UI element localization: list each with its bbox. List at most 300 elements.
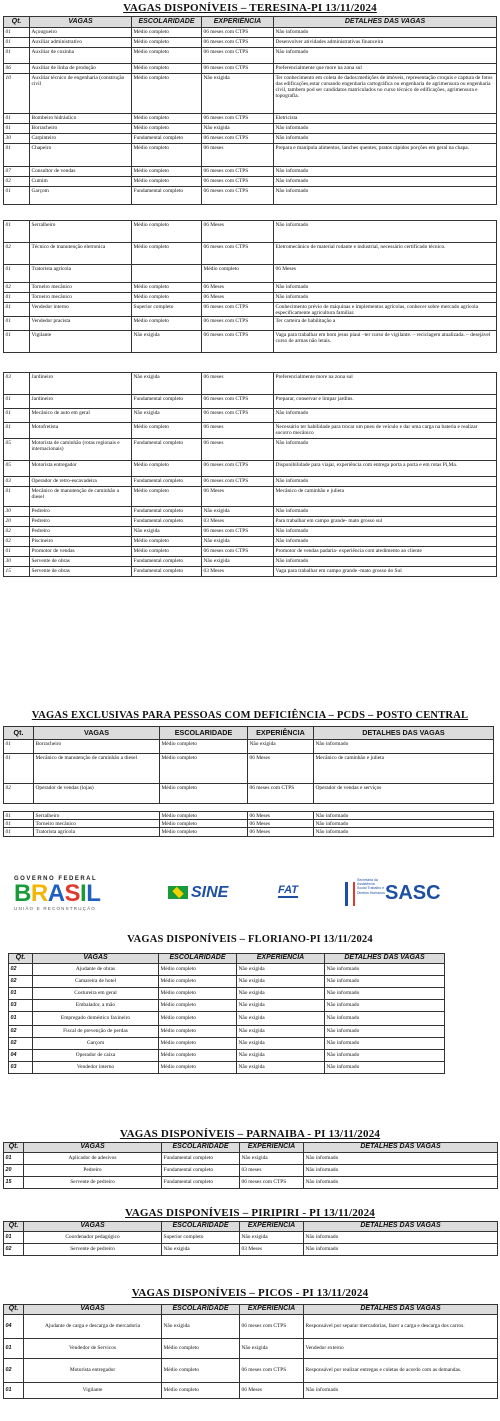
table-header-row — [4, 1143, 498, 1153]
cell-detalhes: Prepara e manipula alimentos, lanches quentes, pratos rápidos porções em geral na chapa. — [274, 144, 497, 167]
cell-qt: 01 — [4, 265, 30, 283]
cell-vaga: Pedreiro — [30, 517, 132, 527]
table-row — [4, 1177, 498, 1189]
cell-vaga: Vendedor de Servicos — [24, 1339, 162, 1359]
cell-vaga: Empregado doméstico faxineiro — [33, 1012, 159, 1026]
cell-qt: 02 — [4, 177, 30, 187]
cell-vaga: Motorista entregador — [24, 1359, 162, 1383]
sasc-subtitle: Secretaria da Assistência Social Trabalho e Direitos Humanos — [357, 878, 385, 895]
table-teresina — [3, 16, 497, 577]
logo-strip — [0, 870, 500, 920]
cell-vaga: Operador de retro-escavadeira — [30, 477, 132, 487]
cell-experiencia: Não exigida — [202, 74, 274, 114]
cell-escolaridade: Fundamental completo — [162, 1153, 240, 1165]
cell-qt: 30 — [4, 557, 30, 567]
table-row — [4, 64, 497, 74]
cell-escolaridade: Médio completo — [159, 1026, 237, 1038]
cell-experiencia: Não exigida — [237, 1038, 325, 1050]
cell-detalhes: Não informado — [304, 1244, 498, 1256]
cell-detalhes: Não informado — [325, 964, 445, 976]
table-row — [4, 187, 497, 205]
table-row — [9, 1050, 445, 1062]
cell-qt: 01 — [4, 114, 30, 124]
table-pcds — [3, 726, 494, 837]
cell-experiencia: 06 Meses — [202, 283, 274, 293]
cell-qt: 03 — [4, 477, 30, 487]
cell-vaga: Vigilante — [30, 331, 132, 353]
table-row — [4, 740, 494, 754]
table-spacer-row — [4, 804, 494, 812]
table-row — [4, 517, 497, 527]
table-parnaiba — [3, 1142, 498, 1189]
table-row — [4, 1315, 498, 1339]
table-header-row — [4, 727, 494, 740]
table-row — [9, 1038, 445, 1050]
cell-qt: 01 — [4, 303, 30, 317]
cell-vaga: Serralheiro — [34, 812, 160, 820]
table-header-row — [4, 17, 497, 28]
column-header-detalhes: DETALHES DAS VAGAS — [304, 1305, 498, 1315]
table-row — [4, 507, 497, 517]
cell-vaga: Vendedor interno — [30, 303, 132, 317]
cell-experiencia: Não exigida — [237, 1062, 325, 1074]
cell-experiencia: 06 Meses — [248, 820, 314, 828]
cell-experiencia: Não exigida — [240, 1339, 304, 1359]
table-row — [9, 1000, 445, 1012]
cell-experiencia: 06 meses — [202, 373, 274, 395]
section-title-piripiri: VAGAS DISPONÍVEIS – PIRIPIRI - PI 13/11/2024 — [124, 1207, 376, 1219]
cell-detalhes: Ter carteira de habilitação a — [274, 317, 497, 331]
cell-detalhes: Ter conhecimento em coleta de dados:medições de imóveis, representação croquis e captura de fotos das edificações,estar cursando engenharia cartográfica ou engenharia de agrimensura ou engenharia civil, tambem pod ser candidatos matriculados no curso técnico de edificações, agrimensura e topografia. — [274, 74, 497, 114]
cell-experiencia: Não exigida — [237, 976, 325, 988]
table-row — [4, 423, 497, 439]
cell-escolaridade: Médio completo — [132, 64, 202, 74]
cell-vaga: Servente de obras — [30, 557, 132, 567]
cell-detalhes: Não informado — [274, 293, 497, 303]
cell-experiencia: 06 meses com CTPS — [202, 303, 274, 317]
table-row — [4, 812, 494, 820]
cell-vaga: Camareira de hotel — [33, 976, 159, 988]
cell-vaga: Servente de pedreiro — [24, 1244, 162, 1256]
cell-qt: 02 — [4, 283, 30, 293]
cell-escolaridade: Médio completo — [132, 537, 202, 547]
cell-qt: 10 — [4, 74, 30, 114]
table-row — [4, 28, 497, 38]
cell-qt: 01 — [4, 487, 30, 507]
column-header-experiencia: EXPERIÊNCIA — [240, 1222, 304, 1232]
cell-detalhes: Não informado — [274, 557, 497, 567]
cell-escolaridade: Não exigida — [162, 1315, 240, 1339]
cell-vaga: Pedreiro — [24, 1165, 162, 1177]
cell-escolaridade: Médio completo — [162, 1359, 240, 1383]
cell-experiencia: Não exigida — [237, 1012, 325, 1026]
cell-qt: 01 — [4, 28, 30, 38]
cell-qt: 01 — [4, 740, 34, 754]
cell-detalhes: Não informado — [314, 740, 494, 754]
cell-qt: 02 — [4, 537, 30, 547]
cell-experiencia: Não exigida — [240, 1232, 304, 1244]
cell-vaga: Motorista de caminhão (rotas regionais e internacionais) — [30, 439, 132, 461]
table-row — [4, 784, 494, 804]
table-row — [4, 1232, 498, 1244]
cell-detalhes: Não informado — [325, 1012, 445, 1026]
cell-escolaridade: Médio completo — [132, 461, 202, 477]
cell-experiencia: 06 meses com CTPS — [202, 331, 274, 353]
cell-detalhes: Vaga para trabalhar em campo grande -mato grosso do Sul — [274, 567, 497, 577]
table-row — [9, 976, 445, 988]
table-row — [4, 124, 497, 134]
table-row — [4, 167, 497, 177]
cell-experiencia: Não exigida — [202, 557, 274, 567]
table-picos — [3, 1304, 498, 1399]
table-row — [4, 331, 497, 353]
cell-experiencia: 06 meses com CTPS — [202, 243, 274, 265]
column-header-experiencia: EXPERIÊNCIA — [248, 727, 314, 740]
cell-experiencia: 06 meses com CTPS — [202, 187, 274, 205]
cell-detalhes: Não informado — [304, 1232, 498, 1244]
cell-detalhes: Preferencialmente more na zona sul — [274, 373, 497, 395]
cell-detalhes: Vendedor externo — [304, 1339, 498, 1359]
cell-experiencia: 06 meses com CTPS — [202, 28, 274, 38]
cell-vaga: Vigilante — [24, 1383, 162, 1399]
column-header-qt: Qt. — [4, 1222, 24, 1232]
gov-logo-brasil: BRASIL — [14, 880, 101, 907]
cell-experiencia: 06 meses com CTPS — [202, 395, 274, 409]
cell-qt: 03 — [9, 1000, 33, 1012]
cell-qt: 01 — [4, 423, 30, 439]
cell-detalhes: Não informado — [325, 1000, 445, 1012]
column-header-escolaridade: ESCOLARIDADE — [162, 1305, 240, 1315]
cell-detalhes: Eletricista — [274, 114, 497, 124]
table-header-row — [4, 1305, 498, 1315]
cell-escolaridade: Médio completo — [162, 1383, 240, 1399]
cell-vaga: Fiscal de prevenção de perdas — [33, 1026, 159, 1038]
column-header-qt: Qt. — [9, 954, 33, 964]
cell-escolaridade: Fundamental completo — [162, 1177, 240, 1189]
cell-experiencia: Não exigida — [202, 124, 274, 134]
gov-logo-line1: GOVERNO FEDERAL — [14, 876, 98, 882]
table-row — [4, 373, 497, 395]
cell-vaga: Motorista entregador — [30, 461, 132, 477]
cell-escolaridade: Médio completo — [132, 293, 202, 303]
cell-qt: 30 — [4, 134, 30, 144]
cell-qt: 15 — [4, 1177, 24, 1189]
cell-detalhes: Não informado — [325, 1062, 445, 1074]
cell-vaga: Operador de vendas (lojas) — [34, 784, 160, 804]
cell-experiencia: 06 meses — [202, 423, 274, 439]
column-header-escolaridade: ESCOLARIDADE — [162, 1143, 240, 1153]
cell-escolaridade: Médio completo — [159, 964, 237, 976]
cell-detalhes: Não informado — [274, 527, 497, 537]
cell-detalhes: Não informado — [274, 409, 497, 423]
cell-detalhes: Mecânico de caminhão e julieta — [274, 487, 497, 507]
cell-escolaridade: Médio completo — [132, 283, 202, 293]
cell-qt: 01 — [4, 409, 30, 423]
table-row — [4, 461, 497, 477]
cell-qt: 20 — [4, 1165, 24, 1177]
table-row — [4, 828, 494, 836]
column-header-experiencia: EXPERIÊNCIA — [202, 17, 274, 28]
cell-qt: 02 — [4, 1359, 24, 1383]
cell-vaga: Servente de obras — [30, 567, 132, 577]
sasc-wordmark: SASC — [385, 882, 441, 904]
cell-escolaridade: Médio completo — [132, 547, 202, 557]
cell-vaga: Ajudante de carga e descarga de mercadoria — [24, 1315, 162, 1339]
cell-qt: 15 — [4, 567, 30, 577]
column-header-vaga: VAGAS — [24, 1305, 162, 1315]
column-header-detalhes: DETALHES DAS VAGAS — [314, 727, 494, 740]
cell-experiencia: 06 Meses — [248, 754, 314, 784]
table-row — [4, 547, 497, 557]
cell-qt: 06 — [4, 64, 30, 74]
cell-vaga: Vendedor interno — [33, 1062, 159, 1074]
cell-vaga: Garçom — [30, 187, 132, 205]
cell-vaga: Técnico de manutenção eletronica — [30, 243, 132, 265]
cell-experiencia: 06 meses com CTPS — [202, 64, 274, 74]
cell-experiencia: 03 Meses — [202, 567, 274, 577]
cell-escolaridade: Superior completo — [162, 1232, 240, 1244]
cell-vaga: Auxiliar de linha de produção — [30, 64, 132, 74]
cell-vaga: Carpinteiro — [30, 134, 132, 144]
table-row — [4, 1339, 498, 1359]
cell-escolaridade: Fundamental completo — [132, 477, 202, 487]
table-header-row — [9, 954, 445, 964]
cell-vaga: Jardineiro — [30, 373, 132, 395]
table-row — [4, 754, 494, 784]
cell-escolaridade: Médio completo — [160, 754, 248, 784]
cell-experiencia: 06 meses — [202, 144, 274, 167]
cell-vaga: Cumim — [30, 177, 132, 187]
table-row — [9, 1062, 445, 1074]
column-header-escolaridade: ESCOLARIDADE — [160, 727, 248, 740]
cell-qt: 01 — [4, 812, 34, 820]
cell-detalhes: Não informado — [274, 187, 497, 205]
brazil-flag-icon — [168, 886, 188, 899]
cell-vaga: Embalador, a mão — [33, 1000, 159, 1012]
cell-escolaridade: Médio completo — [159, 1062, 237, 1074]
cell-escolaridade: Fundamental completo — [132, 134, 202, 144]
cell-escolaridade: Fundamental completo — [132, 439, 202, 461]
table-row — [4, 317, 497, 331]
cell-experiencia: 03 Meses — [202, 517, 274, 527]
cell-experiencia: 06 Meses — [240, 1383, 304, 1399]
cell-escolaridade: Não exigida — [132, 373, 202, 395]
table-row — [4, 114, 497, 124]
cell-qt: 01 — [4, 1232, 24, 1244]
cell-experiencia: 06 Meses — [248, 812, 314, 820]
cell-experiencia: 06 meses com CTPS — [202, 114, 274, 124]
cell-escolaridade: Fundamental completo — [132, 187, 202, 205]
cell-experiencia: 06 meses com CTPS — [248, 784, 314, 804]
cell-experiencia: 06 meses com CTPS — [240, 1359, 304, 1383]
cell-qt: 01 — [4, 547, 30, 557]
cell-experiencia: 06 Meses — [202, 293, 274, 303]
table-row — [4, 537, 497, 547]
cell-qt: 03 — [9, 1062, 33, 1074]
cell-qt: 01 — [4, 221, 30, 243]
cell-experiencia: Não exigida — [237, 964, 325, 976]
column-header-vaga: VAGAS — [33, 954, 159, 964]
cell-detalhes: Não informado — [274, 537, 497, 547]
cell-detalhes: Não informado — [274, 439, 497, 461]
cell-experiencia: 06 meses com CTPS — [202, 134, 274, 144]
cell-qt: 01 — [4, 1153, 24, 1165]
cell-escolaridade: Médio completo — [160, 740, 248, 754]
cell-escolaridade: Médio completo — [160, 812, 248, 820]
column-header-escolaridade: ESCOLARIDADE — [159, 954, 237, 964]
cell-qt: 04 — [9, 1050, 33, 1062]
cell-experiencia: 06 meses — [202, 439, 274, 461]
cell-detalhes: Vaga para trabalhar em bom jesus piaui –ter curso de vigilante. – reciclagem atualizada. – desejável curso de armas não letais. — [274, 331, 497, 353]
cell-escolaridade: Fundamental completo — [162, 1165, 240, 1177]
cell-vaga: Açougueiro — [30, 28, 132, 38]
cell-qt: 01 — [4, 144, 30, 167]
cell-experiencia: 06 meses com CTPS — [202, 177, 274, 187]
cell-experiencia: 06 meses com CTPS — [202, 461, 274, 477]
cell-escolaridade: Médio completo — [132, 28, 202, 38]
table-row — [4, 48, 497, 64]
cell-qt: 02 — [9, 1038, 33, 1050]
column-header-vaga: VAGAS — [34, 727, 160, 740]
cell-qt: 01 — [4, 187, 30, 205]
cell-detalhes: Não informado — [274, 48, 497, 64]
cell-escolaridade: Médio completo — [159, 1000, 237, 1012]
table-row — [9, 988, 445, 1000]
cell-detalhes: Não informado — [304, 1165, 498, 1177]
cell-qt: 01 — [4, 754, 34, 784]
cell-escolaridade: Médio completo — [132, 177, 202, 187]
table-row — [4, 477, 497, 487]
column-header-experiencia: EXPERIÊNCIA — [240, 1305, 304, 1315]
cell-experiencia: Não exigida — [202, 537, 274, 547]
cell-experiencia: 06 meses com CTPS — [240, 1177, 304, 1189]
cell-detalhes: Não informado — [274, 28, 497, 38]
cell-detalhes: Não informado — [274, 477, 497, 487]
column-header-qt: Qt. — [4, 1143, 24, 1153]
cell-qt: 01 — [4, 1339, 24, 1359]
cell-vaga: Tratorista agrícola — [30, 265, 132, 283]
gov-brasil-logo — [14, 876, 124, 916]
gov-logo-line2: UNIÃO E RECONSTRUÇÃO — [14, 906, 97, 911]
column-header-detalhes: DETALHES DAS VAGAS — [304, 1143, 498, 1153]
cell-detalhes: Operador de vendas e serviços — [314, 784, 494, 804]
column-header-vaga: VAGAS — [30, 17, 132, 28]
cell-experiencia: Não exigida — [237, 988, 325, 1000]
cell-experiencia: 06 meses com CTPS — [202, 317, 274, 331]
cell-qt: 01 — [9, 988, 33, 1000]
cell-escolaridade: Não exigida — [132, 331, 202, 353]
cell-vaga: Torneiro mecânico — [34, 820, 160, 828]
cell-detalhes: Preferencialmente que more na zona sul — [274, 64, 497, 74]
cell-experiencia: 06 meses com CTPS — [202, 38, 274, 48]
cell-vaga: Consultor de vendas — [30, 167, 132, 177]
table-row — [4, 487, 497, 507]
cell-qt: 01 — [9, 1012, 33, 1026]
cell-detalhes: Não informado — [314, 828, 494, 836]
cell-escolaridade: Fundamental completo — [132, 557, 202, 567]
table-row — [4, 1165, 498, 1177]
column-header-qt: Qt. — [4, 17, 30, 28]
cell-detalhes: Não informado — [325, 976, 445, 988]
table-row — [4, 820, 494, 828]
table-row — [4, 265, 497, 283]
cell-vaga: Borracheiro — [34, 740, 160, 754]
cell-qt: 01 — [4, 1383, 24, 1399]
column-header-detalhes: DETALHES DAS VAGAS — [274, 17, 497, 28]
cell-escolaridade: Fundamental completo — [132, 567, 202, 577]
section-title-teresina: VAGAS DISPONÍVEIS – TERESINA-PI 13/11/2024 — [123, 2, 377, 14]
cell-vaga: Ajudante de obras — [33, 964, 159, 976]
table-row — [4, 243, 497, 265]
cell-vaga: Mecânico de manutenção de caminhão a diesel — [34, 754, 160, 784]
cell-experiencia: 06 meses com CTPS — [240, 1315, 304, 1339]
cell-experiencia: 06 Meses — [248, 828, 314, 836]
table-header-row — [4, 1222, 498, 1232]
table-row — [4, 557, 497, 567]
table-row — [4, 409, 497, 423]
cell-qt: 02 — [4, 1244, 24, 1256]
column-header-escolaridade: ESCOLARIDADE — [132, 17, 202, 28]
cell-escolaridade: Médio completo — [159, 1050, 237, 1062]
cell-escolaridade: Médio completo — [132, 124, 202, 134]
cell-escolaridade: Médio completo — [132, 144, 202, 167]
cell-vaga: Garçom — [33, 1038, 159, 1050]
cell-detalhes: Não informado — [274, 134, 497, 144]
cell-qt: 05 — [4, 439, 30, 461]
cell-vaga: Tratorista agrícola — [34, 828, 160, 836]
column-header-qt: Qt. — [4, 1305, 24, 1315]
cell-vaga: Promotor de vendas — [30, 547, 132, 557]
cell-escolaridade: Não exigida — [132, 409, 202, 423]
cell-escolaridade: Médio completo — [132, 74, 202, 114]
table-floriano — [8, 953, 445, 1074]
cell-experiencia: 06 meses com CTPS — [202, 409, 274, 423]
cell-vaga: Borracheiro — [30, 124, 132, 134]
cell-escolaridade: Médio completo — [132, 221, 202, 243]
cell-detalhes: Mecânico de caminhão e julieta — [314, 754, 494, 784]
cell-experiencia: Médio completo — [202, 265, 274, 283]
cell-detalhes: Não informado — [304, 1153, 498, 1165]
cell-experiencia: 06 Meses — [202, 487, 274, 507]
cell-escolaridade: Fundamental completo — [132, 507, 202, 517]
cell-escolaridade: Médio completo — [132, 243, 202, 265]
cell-escolaridade: Médio completo — [159, 1012, 237, 1026]
column-header-experiencia: EXPERIÊNCIA — [237, 954, 325, 964]
cell-qt: 01 — [4, 48, 30, 64]
cell-vaga: Mecânico de manutenção de caminhão a diesel — [30, 487, 132, 507]
cell-qt: 01 — [4, 828, 34, 836]
cell-vaga: Pedreiro — [30, 527, 132, 537]
cell-vaga: Aplicador de adesivos — [24, 1153, 162, 1165]
cell-vaga: Bombeiro hidráulico — [30, 114, 132, 124]
cell-escolaridade: Médio completo — [132, 114, 202, 124]
cell-qt: 03 — [4, 373, 30, 395]
cell-experiencia: Não exigida — [237, 1050, 325, 1062]
cell-detalhes: Não informado — [304, 1177, 498, 1189]
cell-escolaridade: Não exigida — [162, 1244, 240, 1256]
cell-detalhes: Não informado — [325, 1038, 445, 1050]
table-row — [4, 1244, 498, 1256]
table-row — [4, 283, 497, 293]
cell-detalhes: Conhecimento prévio de máquinas e implementos agrícolas, conhecer sobre mercado agrícola especificamente agricultura familiar. — [274, 303, 497, 317]
table-piripiri — [3, 1221, 498, 1256]
cell-escolaridade — [132, 265, 202, 283]
cell-qt: 01 — [4, 395, 30, 409]
cell-escolaridade: Médio completo — [132, 423, 202, 439]
cell-escolaridade: Não exigida — [132, 527, 202, 537]
table-row — [4, 221, 497, 243]
cell-experiencia: 03 meses — [240, 1165, 304, 1177]
